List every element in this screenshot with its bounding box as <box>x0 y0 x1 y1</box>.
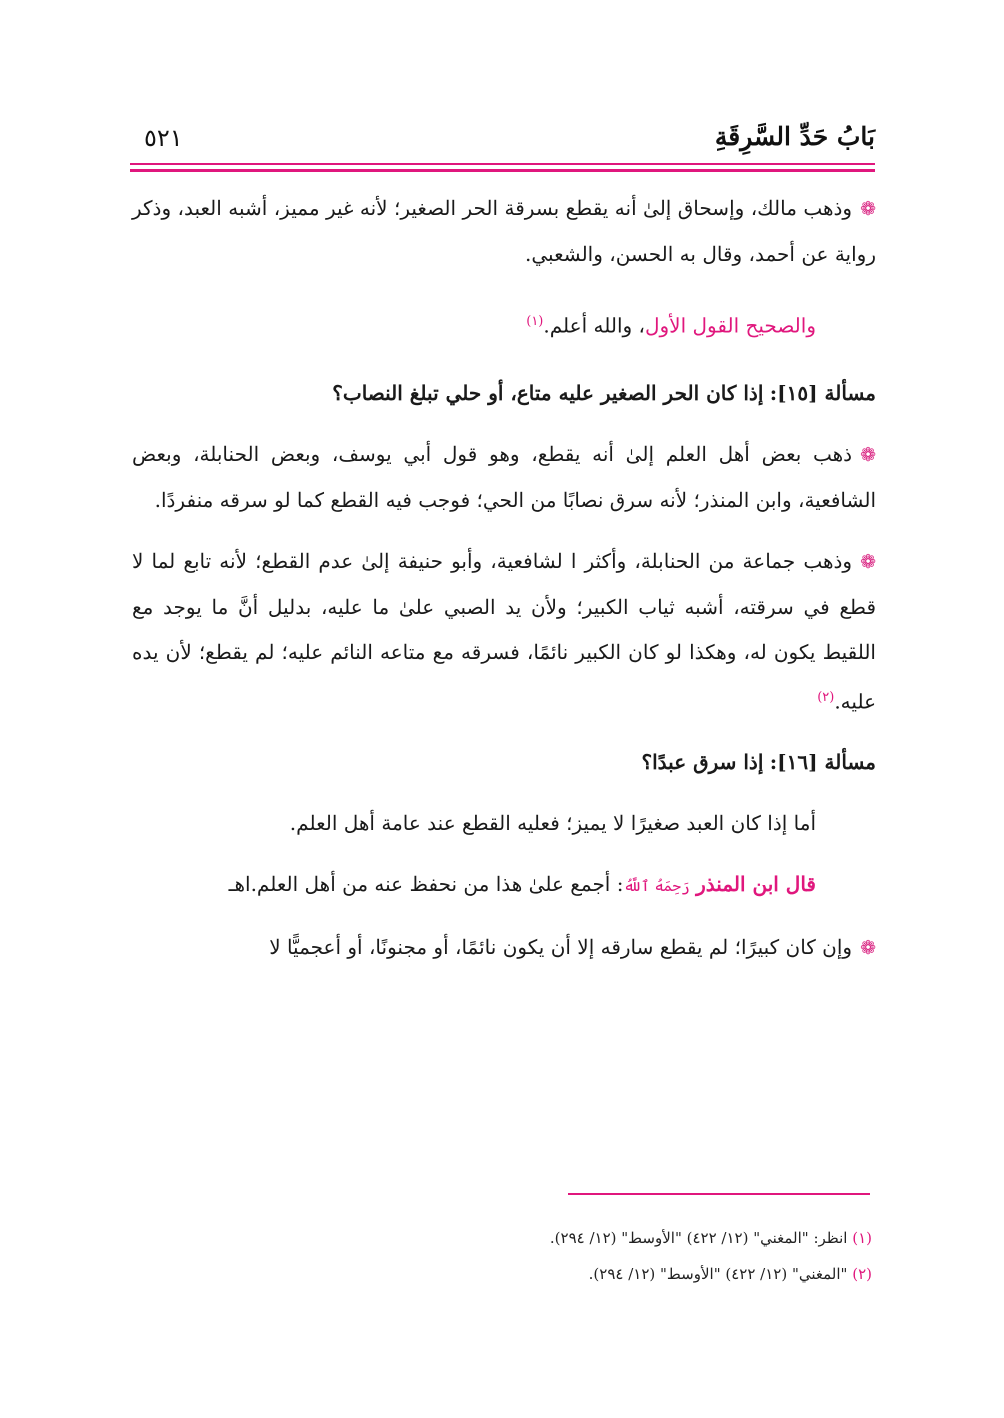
footnote-number: (١) <box>852 1229 872 1247</box>
footnote-2 <box>132 1256 872 1292</box>
honorific: رَحِمَهُ ٱللَّهُ <box>623 877 690 896</box>
flower-ornament-icon: ❁ <box>860 937 876 960</box>
masala-15-label: مسألة [١٥]: <box>769 380 876 405</box>
footnote-number: (٢) <box>852 1265 872 1283</box>
masala-16-label: مسألة [١٦]: <box>769 750 876 775</box>
paragraph-text: أما إذا كان العبد صغيرًا لا يميز؛ فعليه القطع عند عامة أهل العلم. <box>289 811 816 836</box>
page-header <box>130 122 875 162</box>
flower-ornament-icon: ❁ <box>860 198 876 220</box>
footnote-separator <box>568 1193 870 1195</box>
page-number: ٥٢١ <box>144 124 183 152</box>
flower-ornament-icon: ❁ <box>860 550 876 573</box>
footnote-text: انظر: "المغني" (١٢/ ٤٢٢) "الأوسط" (١٢/ ٢٩٤). <box>549 1229 848 1247</box>
paragraph-adult-slave <box>132 925 876 971</box>
flower-ornament-icon: ❁ <box>860 443 876 466</box>
conclusion-text: ، والله أعلم. <box>543 313 645 338</box>
paragraph-young-slave <box>132 801 876 846</box>
masala-16-title: إذا سرق عبدًا؟ <box>641 750 764 775</box>
speaker-name: قال ابن المنذر <box>696 872 816 897</box>
paragraph-ibn-mundhir <box>132 862 876 909</box>
paragraph-text: وذهب جماعة من الحنابلة، وأكثر ا لشافعية، وأبو حنيفة إلىٰ عدم القطع؛ لأنه تابع لما لا قطع في سرقته، أشبه ثياب الكبير؛ ولأن يد الصبي علىٰ ما عليه، بدليل أنَّ ما يوجد مع اللقيط يكون له، وهكذا لو كان الكبير نائمًا، فسرقه مع متاعه النائم عليه؛ لم يقطع؛ لأن يده عليه. <box>132 548 876 714</box>
footnote-text: "المغني" (١٢/ ٤٢٢) "الأوسط" (١٢/ ٢٩٤). <box>588 1265 848 1283</box>
paragraph-text: ذهب بعض أهل العلم إلىٰ أنه يقطع، وهو قول أبي يوسف، وبعض الحنابلة، وبعض الشافعية، وابن المنذر؛ لأنه سرق نصابًا من الحي؛ فوجب فيه القطع كما لو سرقه منفردًا. <box>132 441 876 512</box>
masala-15-heading <box>132 371 876 416</box>
paragraph-cut-view <box>132 432 876 523</box>
paragraph-text: وإن كان كبيرًا؛ لم يقطع سارقه إلا أن يكون نائمًا، أو مجنونًا، أو أعجميًّا لا <box>269 935 853 960</box>
footnote-ref-1[interactable]: (١) <box>526 314 544 329</box>
chapter-title: بَابُ حَدِّ السَّرِقَةِ <box>714 122 875 151</box>
footnote-ref-2[interactable]: (٢) <box>817 689 835 705</box>
body-text <box>132 186 876 971</box>
paragraph-no-cut-view <box>132 539 876 725</box>
paragraph-conclusion <box>132 299 876 349</box>
paragraph-maliki-view <box>132 186 876 277</box>
conclusion-highlight: والصحيح القول الأول <box>644 313 816 338</box>
masala-15-title: إذا كان الحر الصغير عليه متاع، أو حلي تبلغ النصاب؟ <box>332 380 764 405</box>
footnotes <box>132 1220 872 1292</box>
header-rule-thick <box>130 169 875 172</box>
quote-text: : أجمع علىٰ هذا من نحفظ عنه من أهل العلم.اهـ <box>228 872 624 897</box>
paragraph-text: وذهب مالك، وإسحاق إلىٰ أنه يقطع بسرقة الحر الصغير؛ لأنه غير مميز، أشبه العبد، وذكر رواية عن أحمد، وقال به الحسن، والشعبي. <box>132 196 876 266</box>
footnote-1 <box>132 1220 872 1256</box>
masala-16-heading <box>132 740 876 785</box>
header-rule-thin <box>130 163 875 165</box>
